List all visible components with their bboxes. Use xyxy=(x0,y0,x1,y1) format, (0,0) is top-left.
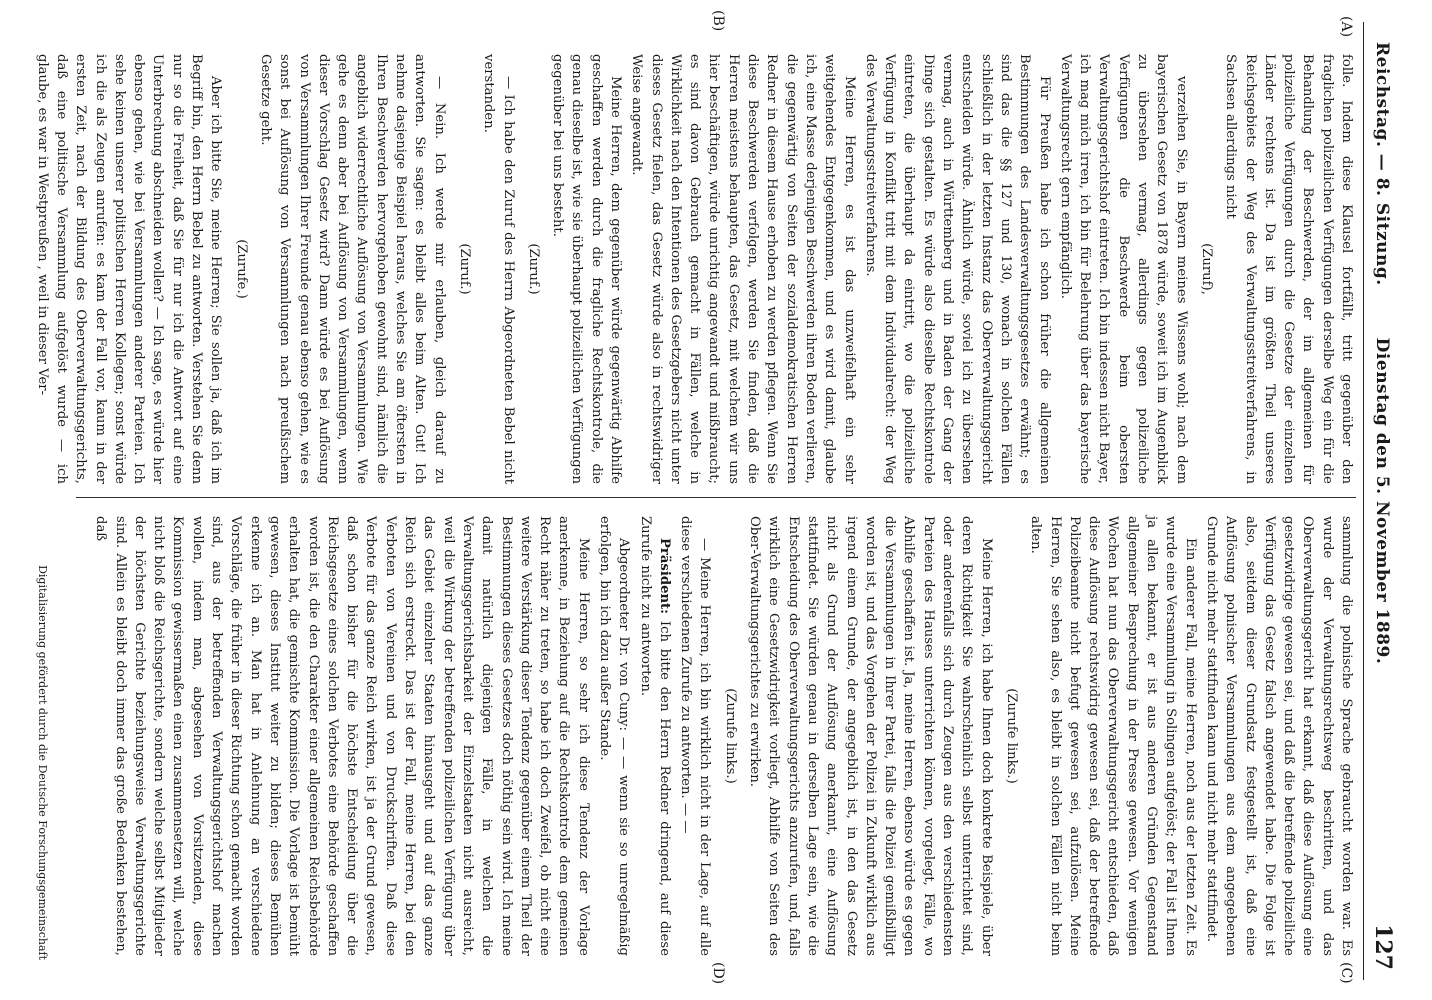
page-number: 127 xyxy=(1370,924,1396,970)
interjection-line xyxy=(1197,54,1216,484)
paragraph-text: (Zuruf.) xyxy=(525,243,541,295)
header-left: Reichstag. — 8. Sitzung. xyxy=(1372,42,1392,286)
margin-mark-b: (B) xyxy=(710,10,726,32)
page-footer xyxy=(36,40,49,960)
paragraph xyxy=(627,54,859,484)
paragraph xyxy=(595,516,634,956)
paragraph-text: Abgeordneter Dr. von Cuny: — — wenn sie so unregelmäßig erfolgen, bin ich dazu außer Stande. xyxy=(597,516,632,956)
paragraph xyxy=(91,516,593,956)
paragraph-text: Meine Herren, es ist das unzweifelhaft ein sehr weitgehendes Entgegenkommen, und es wird damit, glaube ich, eine Masse derjenigen Beschwerden ihren Boden verlieren, die gegenwärtig von Seiten der sozialdemokratischen Herren Redner in diesem Hause erhoben zu werden pflegen. Wenn Sie diese Beschwerden verfolgen, werden Sie finden, daß die Herren meistens behaupten, das Gesetz, mit welchem wir uns hier beschäftigen, würde unrichtig angewandt und mißbraucht; es sind davon Gebrauch gemacht in Fällen, welche in Wirklichkeit nach den Intentionen des Gesetzgebers nicht unter dieses Gesetz fielen, das Gesetz würde also in rechtswidriger Weise angewandt. xyxy=(629,54,857,484)
interjection-line xyxy=(231,54,250,484)
interjection-line xyxy=(721,516,740,956)
header-date: Dienstag den 5. November 1889. xyxy=(1372,337,1392,665)
attribution-text: Digitalisierung gefördert durch die Deutsche Forschungsgemeinschaft xyxy=(36,565,49,960)
paragraph-text: (Zuruf), xyxy=(1198,243,1214,295)
rotated-page-content xyxy=(16,0,1416,1000)
paragraph xyxy=(1056,54,1191,484)
paragraph xyxy=(32,54,225,484)
paragraph xyxy=(479,54,518,484)
paragraph xyxy=(1221,54,1356,484)
interjection-line xyxy=(1002,516,1021,956)
paragraph-text: (Zurufe links.) xyxy=(1003,688,1019,784)
interjection-line xyxy=(455,54,474,484)
paragraph-text: folle. Indem diese Klausel fortfällt, tritt gegenüber den fraglichen polizeilichen Verfügungen derselbe Weg ein für die Behandlung der Beschwerden, der im allgemeinen für polizeiliche Verfügungen durch die Gesetze der einzelnen Länder rechtens ist. Da ist im größten Theil unseres Reichsgebiets der Weg des Verwaltungsstreitverfahrens, in Sachsen allerdings nicht xyxy=(1223,54,1354,484)
column-divider xyxy=(76,497,1356,498)
paragraph-text: — Meine Herren, ich bin wirklich nicht in der Lage, auf alle diese verschiedenen Zurufe zu antworten. — — xyxy=(678,516,713,956)
paragraph-text: verzeihen Sie, in Bayern meines Wissens wohl; nach dem bayerischen Gesetz von 1878 würde, soweit ich im Augenblick zu übersehen vermag, allerdings gegen polizeiliche Verfügungen die Beschwerde beim obersten Verwaltungsgerichtshof eintreten. Ich bin indessen nicht Bayer, ich mag mich irren, ich bin für Belehrung über das bayerische Verwaltungsrecht gern empfänglich. xyxy=(1057,54,1189,484)
paragraph xyxy=(861,54,1054,484)
paragraph-text: Meine Herren, dem gegenüber würde gegenwärtig Abhilfe geschaffen werden durch die fragliche Rechtskontrole, die genau dieselbe ist, wie sie überhaupt polizeilichen Verfügungen gegenüber bei uns besteht. xyxy=(550,54,624,484)
paragraph xyxy=(635,516,674,956)
paragraph-text: Meine Herren, ich habe Ihnen doch konkrete Beispiele, über deren Richtigkeit Sie wahrscheinlich selbst unterrichtet sind, oder anderenfalls sich durch Zeugen aus den verschiedensten Parteien des Hauses unterrichten können, vorgelegt, Fälle, wo Abhilfe geschaffen ist. Ja, meine Herren, ebenso würde es gegen die Versammlungen in Ihrer Partei, falls die Polizei gemißbilligt worden ist, und das Vorgehen der Polizei in Zukunft wirklich aus irgend einem Grunde, der angegeblich ist, in den das Gesetz nicht als Grund der Auflösung anerkannt, eine Auflösung stattfindet. Sie würden genau in derselben Lage sein, wie die Entscheidung des Oberverwaltungsgerichts anzurufen, und, falls wirklich eine Gesetzwidrigkeit vorliegt, Abhilfe von Seiten des Ober-Verwaltungsgerichtes zu erwirken. xyxy=(747,516,994,956)
margin-mark-c: (C) xyxy=(1338,962,1354,984)
paragraph-text: (Zuruf.) xyxy=(456,243,472,295)
margin-mark-a: (A) xyxy=(1338,16,1354,38)
paragraph xyxy=(676,516,715,956)
page-header xyxy=(1363,22,1398,980)
right-column xyxy=(68,516,1356,956)
speaker-label: Präsident: xyxy=(656,538,672,615)
interjection-line xyxy=(524,54,543,484)
paragraph-text: — Nein. Ich werde mir erlauben, gleich darauf zu antworten. Sie sagen: es bleibt alles beim Alten. Gut! Ich nehme dasjenige Beispiel heraus, welches Sie am öftersten in Ihren Beschwerden hervorgehoben gewohnt sind, nämlich die angeblich widerrechtliche Auflösung von Versammlungen. Wie gehe es denn aber bei Auflösung von Versammlungen, wenn dieser Vorschlag Gesetz wird? Dann würde es bei Auflösung von Versammlungen Ihrer Freunde genau ebenso gehen, wie es sonst bei Auflösung von Versammlungen nach preußischem Gesetze geht. xyxy=(257,54,447,484)
paragraph-text: Ein anderer Fall, meine Herren, noch aus der letzten Zeit. Es wurde eine Versammlung in Solingen aufgelöst; der Fall ist Ihnen ja allen bekannt, er ist aus anderen Gründen Gegenstand allgemeiner Besprechung in der Presse gewesen. Vor wenigen Wochen hat nun das Oberverwaltungsgericht entschieden, daß diese Auflösung rechtswidrig gewesen sei, daß der betreffende Polizeibeamte nicht befugt gewesen sei, aufzulösen. Meine Herren, Sie sehen also, es bleibt in solchen Fällen nicht beim alten. xyxy=(1028,516,1198,956)
paragraph-text: Ich bitte den Herrn Redner dringend, auf diese Zurufe nicht zu antworten. xyxy=(637,516,672,956)
paragraph-text: (Zurufe.) xyxy=(233,239,249,299)
paragraph xyxy=(1026,516,1200,956)
paragraph xyxy=(256,54,449,484)
left-column xyxy=(34,54,1356,484)
margin-mark-d: (D) xyxy=(710,962,726,985)
paragraph-text: Für Preußen habe ich schon früher die allgemeinen Bestimmungen des Landesverwaltungsgesetzes erwähnt; es sind das die §§ 127 und 130, wonach in solchen Fällen schließlich in der letzten Instanz das Oberverwaltungsgericht entscheiden würde. Ähnlich würde, soviel ich zu übersehen vermag, auch in Württemberg und in Baden der Gang der Dinge sich gestalten. Es würde also dieselbe Rechtskontrole eintreten, die überhaupt da eintritt, wo die polizeiliche Verfügung in Konflikt tritt mit dem Individualrecht: der Weg des Verwaltungsstreitverfahrens. xyxy=(862,54,1052,484)
paragraph xyxy=(745,516,996,956)
paragraph-text: — Ich habe den Zuruf des Herrn Abgeordneten Bebel nicht verstanden. xyxy=(481,54,516,484)
paragraph xyxy=(548,54,625,484)
paragraph xyxy=(1202,516,1356,956)
paragraph-text: (Zurufe links.) xyxy=(722,688,738,784)
paragraph-text: sammlung die polnische Sprache gebraucht worden war. Es wurde der Verwaltungsrechtsweg beschritten, und das Oberverwaltungsgericht hat erkannt, daß diese Auflösung eine gesetzwidrige gewesen sei, und daß die betreffende polizeiliche Verfügung das Gesetz falsch angewendet habe. Die Folge ist also, seitdem dieser Grundsatz festgestellt ist, daß eine Auflösung polnischer Versammlungen aus dem angegebenen Grunde nicht mehr stattfinden kann und nicht mehr stattfindet. xyxy=(1203,516,1354,956)
paragraph-text: Meine Herren, so sehr ich diese Tendenz der Vorlage anerkenne, in Beziehung auf die Rechtskontrole dem gemeinen Recht näher zu treten, so habe ich doch Zweifel, ob nicht eine weitere Verstärkung dieser Tendenz gegenüber einem Theil der Bestimmungen dieses Gesetzes doch nöthig sein wird. Ich meine damit natürlich diejenigen Fälle, in welchen die Verwaltungsgerichtsbarkeit der Einzelstaaten nicht ausreicht, weil die Wirkung der betreffenden polizeilichen Verfügung über das Gebiet einzelner Staaten hinausgeht und auf das ganze Reich sich erstreckt. Das ist der Fall, meine Herren, bei den Verboten von Vereinen und von Druckschriften. Daß diese Verbote für das ganze Reich wirken, ist ja der Grund gewesen, daß schon bisher für die höchste Entscheidung über die Reichsgesetze eines solchen Verbotes eine Behörde geschaffen worden ist, die den Charakter einer allgemeinen Reichsbehörde erhalten hat, die gemischte Kommission. Die Vorlage ist bemüht gewesen, dieses Institut weiter zu bilden; dieses Bemühen erkenne ich an. Man hat in Anlehnung an verschiedene Vorschläge, die früher in dieser Richtung schon gemacht worden sind, aus der betreffenden Verwaltungsgerichtshof machen wollen, indem man, abgesehen von Vorsitzenden, diese Kommission gewissermaßen einen zusammensetzen will, welche nicht bloß die Reichsgerichte, sondern welche selbst Mitglieder der höchsten Gerichte beziehungsweise Verwaltungsgerichte sind. Allein es bleibt doch immer das große Bedenken bestehen, daß xyxy=(93,516,591,956)
paragraph-text: Aber ich bitte Sie, meine Herren; Sie sollen ja, daß ich im Begriff bin, den Herrn Bebel zu antworten. Verstehen Sie denn nur so die Freiheit, daß Sie für nur ich die Antwort auf eine Unterbrechung abschneiden wollen? — Ich sage, es würde hier ebenso gehen, wie bei Versammlungen anderer Parteien. Ich sehe keinen unserer politischen Herren Kollegen; sonst würde ich die als Zeugen anrufen: es kam der Fall vor, kaum in der ersten Zeit, nach der Bildung des Oberverwaltungsgerichts, daß eine politische Versammlung aufgelöst wurde — ich glaube, es war in Westpreußen , weil in dieser Ver- xyxy=(34,54,224,484)
